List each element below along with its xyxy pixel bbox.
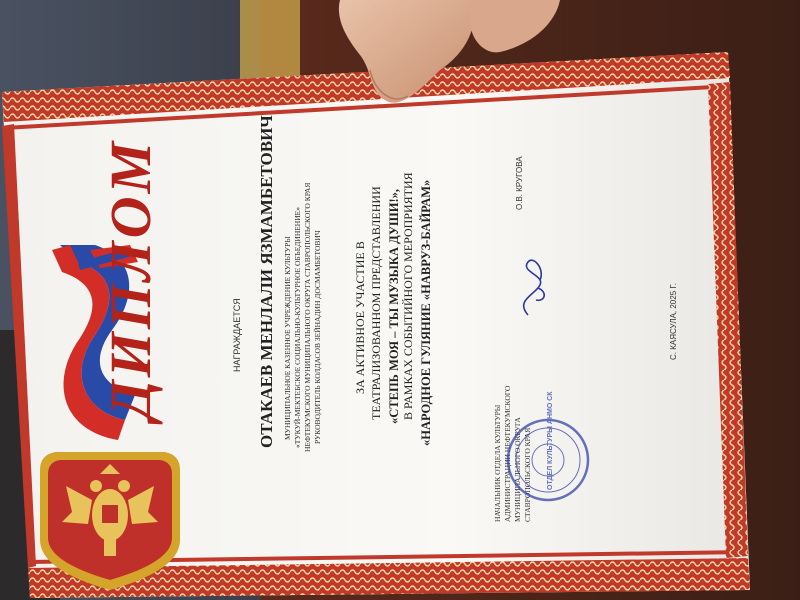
body-line: «НАРОДНОЕ ГУЛЯНИЕ «НАВРУЗ-БАЙРАМ» <box>419 179 433 446</box>
recipient-detail-line: РУКОВОДИТЕЛЬ КОЛДАСОВ ЗЕЙНАДИН ДОСМАМБЕТОВИЧ <box>313 230 322 444</box>
recipient-detail-line: «ТУКУЙ-МЕКТЕБСКОЕ СОЦИАЛЬНО-КУЛЬТУРНОЕ ОБЪЕДИНЕНИЕ» <box>293 207 302 448</box>
recipient-detail-line: НЕФТЕКУМСКОГО МУНИЦИПАЛЬНОГО ОКРУГА СТАВРОПОЛЬСКОГО КРАЯ <box>303 182 312 452</box>
signer-name: О.В. КРУГОВА <box>515 156 524 210</box>
stamp-text: ОТДЕЛ КУЛЬТУРЫ АНМО СК <box>547 391 554 490</box>
body-line: «СТЕПЬ МОЯ – ТЫ МУЗЫКА ДУШИ!», <box>387 188 401 424</box>
diploma-title: ДИПЛОМ <box>98 138 163 420</box>
recipient-detail-line: МУНИЦИПАЛЬНОЕ КАЗЕННОЕ УЧРЕЖДЕНИЕ КУЛЬТУРЫ <box>283 236 292 440</box>
body-line: ТЕАТРАЛИЗОВАННОМ ПРЕДСТАВЛЕНИИ <box>369 186 383 420</box>
awarded-label: НАГРАЖДАЕТСЯ <box>232 298 242 372</box>
signer-title-line: НАЧАЛЬНИК ОТДЕЛА КУЛЬТУРЫ <box>493 404 502 522</box>
coat-of-arms-emblem <box>40 452 180 590</box>
signer-title-line: АДМИНИСТРАЦИИ НЕФТЕКУМСКОГО <box>503 385 512 522</box>
recipient-name: ОТАКАЕВ МЕНЛАЛИ ЯЗМАМБЕТОВИЧ <box>257 115 276 448</box>
body-line: ЗА АКТИВНОЕ УЧАСТИЕ В <box>353 241 367 394</box>
body-line: В РАМКАХ СОБЫТИЙНОГО МЕРОПРИЯТИЯ <box>401 172 415 420</box>
signer-title-line: СТАВРОПОЛЬСКОГО КРАЯ <box>523 427 532 522</box>
place-date: С. КАЯСУЛА, 2025 Г. <box>669 283 678 360</box>
signer-title-line: МУНИЦИПАЛЬНОГО ОКРУГА <box>513 417 522 522</box>
